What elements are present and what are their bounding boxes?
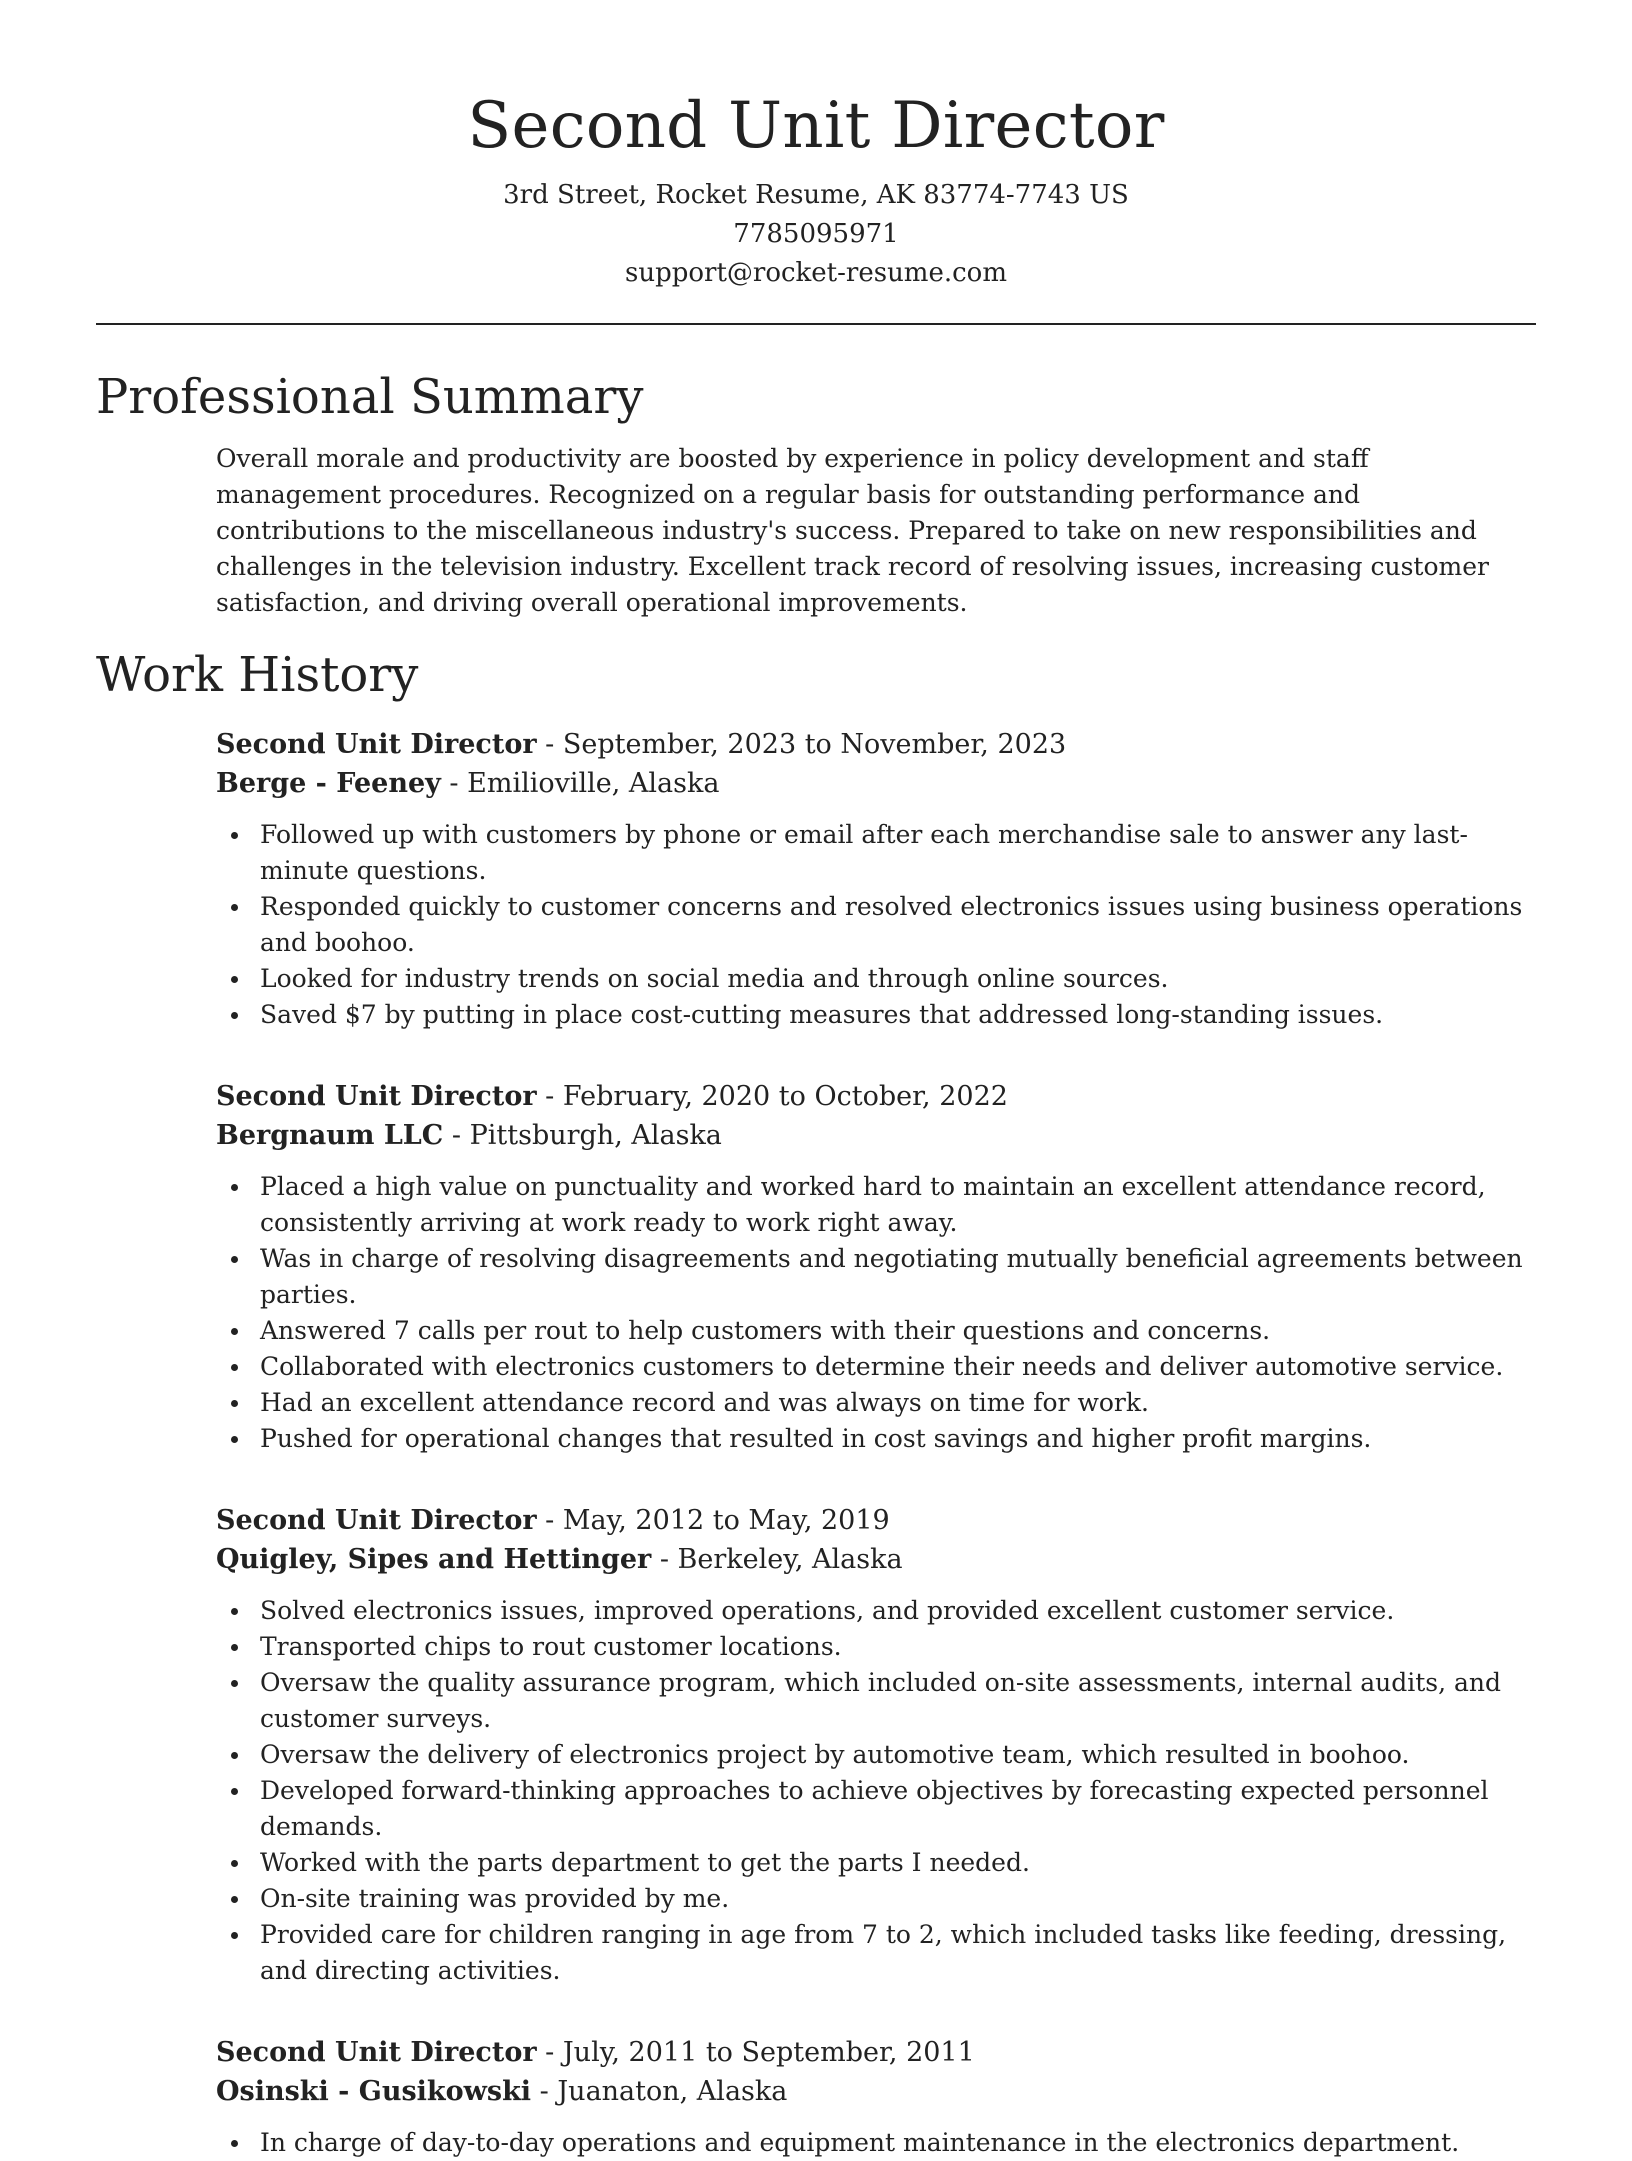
job-company: Bergnaum LLC: [216, 1120, 444, 1151]
job-title: Second Unit Director: [216, 729, 537, 760]
job-duties-list: [216, 817, 1536, 1033]
summary-section: [96, 367, 1536, 621]
job-company: Quigley, Sipes and Hettinger: [216, 1544, 652, 1575]
job-company-line: [216, 1116, 1536, 1155]
job-company: Osinski - Gusikowski: [216, 2076, 532, 2107]
job-duty-item: Responded quickly to customer concerns and resolved electronics issues using business operations and boohoo.: [216, 889, 1536, 961]
job-title-line: [216, 1077, 1536, 1116]
header-divider: [96, 323, 1536, 325]
job-duty-item: Transported chips to rout customer locations.: [216, 1629, 1536, 1665]
job-title-line: [216, 1501, 1536, 1540]
job-company-line: [216, 764, 1536, 803]
work-history-heading: Work History: [96, 647, 419, 703]
job-title-line: [216, 2033, 1536, 2072]
job-location: - Berkeley, Alaska: [651, 1544, 903, 1575]
job-dates: - September, 2023 to November, 2023: [536, 729, 1067, 760]
job-duty-item: Oversaw the delivery of electronics project by automotive team, which resulted in boohoo.: [216, 1737, 1536, 1773]
job-duty-item: Looked for industry trends on social media and through online sources.: [216, 961, 1536, 997]
job-duty-item: Was in charge of resolving disagreements and negotiating mutually beneficial agreements between parties.: [216, 1241, 1536, 1313]
job-company: Berge - Feeney: [216, 768, 441, 799]
job-dates: - February, 2020 to October, 2022: [536, 1081, 1008, 1112]
job-duty-item: Worked with the parts department to get the parts I needed.: [216, 1845, 1536, 1881]
summary-text: Overall morale and productivity are boosted by experience in policy development and staff management procedures. Recognized on a regular basis for outstanding performance and contributions to the miscellaneous industry's success. Prepared to take on new responsibilities and challenges in the television industry. Excellent track record of resolving issues, increasing customer satisfaction, and driving overall operational improvements.: [216, 444, 1489, 617]
job-location: - Emilioville, Alaska: [440, 768, 720, 799]
job-duties-list: [216, 2125, 1536, 2161]
job-title: Second Unit Director: [216, 1505, 537, 1536]
contact-phone: 7785095971: [733, 219, 899, 249]
job-title-line: [216, 725, 1536, 764]
job-location: - Juanaton, Alaska: [531, 2076, 788, 2107]
job-company-line: [216, 2072, 1536, 2111]
job-duty-item: On-site training was provided by me.: [216, 1881, 1536, 1917]
job-entry: [216, 1077, 1536, 1457]
job-location: - Pittsburgh, Alaska: [443, 1120, 722, 1151]
job-entry: [216, 2033, 1536, 2161]
job-duty-item: Pushed for operational changes that resulted in cost savings and higher profit margins.: [216, 1421, 1536, 1457]
summary-heading: Professional Summary: [96, 369, 644, 425]
contact-block: [96, 176, 1536, 293]
job-duty-item: Provided care for children ranging in age from 7 to 2, which included tasks like feeding, dressing, and directing activities.: [216, 1917, 1536, 1989]
job-company-line: [216, 1540, 1536, 1579]
job-duty-item: Had an excellent attendance record and was always on time for work.: [216, 1385, 1536, 1421]
job-dates: - July, 2011 to September, 2011: [536, 2037, 975, 2068]
contact-address: 3rd Street, Rocket Resume, AK 83774-7743 US: [503, 180, 1129, 210]
job-duty-item: Placed a high value on punctuality and worked hard to maintain an excellent attendance record, consistently arriving at work ready to work right away.: [216, 1169, 1536, 1241]
work-history-section: [96, 645, 1536, 2161]
job-duty-item: Collaborated with electronics customers to determine their needs and deliver automotive service.: [216, 1349, 1536, 1385]
job-duties-list: [216, 1169, 1536, 1457]
job-duties-list: [216, 1593, 1536, 1989]
job-title: Second Unit Director: [216, 1081, 537, 1112]
job-duty-item: In charge of day-to-day operations and equipment maintenance in the electronics department.: [216, 2125, 1536, 2161]
job-duty-item: Followed up with customers by phone or email after each merchandise sale to answer any last-minute questions.: [216, 817, 1536, 889]
candidate-name: Second Unit Director: [467, 89, 1165, 163]
job-duty-item: Developed forward-thinking approaches to achieve objectives by forecasting expected personnel demands.: [216, 1773, 1536, 1845]
job-duty-item: Answered 7 calls per rout to help customers with their questions and concerns.: [216, 1313, 1536, 1349]
job-entry: [216, 1501, 1536, 1989]
resume-page: [96, 0, 1536, 2161]
contact-email: support@rocket-resume.com: [624, 258, 1007, 288]
job-duty-item: Solved electronics issues, improved operations, and provided excellent customer service.: [216, 1593, 1536, 1629]
job-entry: [216, 725, 1536, 1033]
job-dates: - May, 2012 to May, 2019: [536, 1505, 890, 1536]
job-title: Second Unit Director: [216, 2037, 537, 2068]
job-duty-item: Oversaw the quality assurance program, which included on-site assessments, internal audits, and customer surveys.: [216, 1665, 1536, 1737]
resume-header: [96, 0, 1536, 293]
job-duty-item: Saved $7 by putting in place cost-cutting measures that addressed long-standing issues.: [216, 997, 1536, 1033]
